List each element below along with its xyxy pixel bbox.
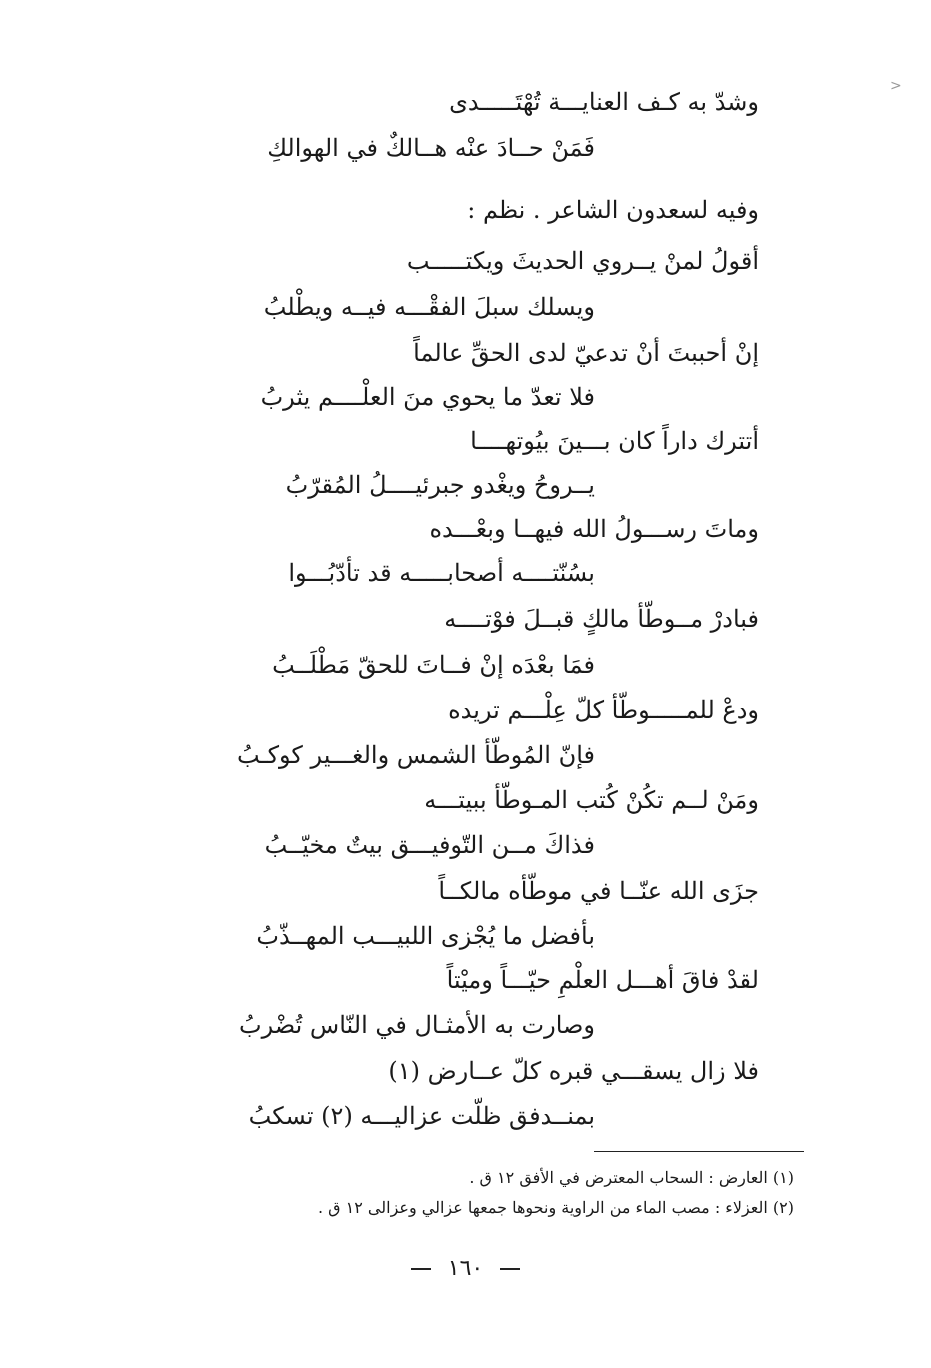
page-number [0, 1254, 931, 1284]
verse-line-first-hemistich: أتترك داراً كان بـــينَ بيُوتهــــا [470, 427, 759, 455]
footnote-1: (١) العارض : السحاب المعترض في الأفق ١٢ ق . [469, 1168, 794, 1187]
page-number-dash-right [500, 1268, 520, 1270]
verse-line-first-hemistich: جزَى الله عنّــا في موطّأه مالكــاً [438, 877, 759, 905]
verse-line-second-hemistich: بمنــدفق ظلّت عزاليـــه (٢) تسكبُ [248, 1102, 595, 1130]
corner-mark: > [890, 78, 902, 94]
verse-line-first-hemistich: أقولُ لمنْ يــروي الحديثَ ويكتـــــب [406, 247, 759, 275]
verse-line-second-hemistich: يــروحُ ويغْدو جبرئيــــلُ المُقرّبُ [285, 471, 595, 499]
footnote-2: (٢) العزلاء : مصب الماء من الراوية ونحوها جمعها عزالي وعزالى ١٢ ق . [317, 1198, 794, 1217]
verse-line-first-hemistich: وشدّ به كـف العنايـــة تُهْتَـــــدى [449, 88, 759, 116]
verse-line-second-hemistich: فَمَنْ حــادَ عنْه هــالكٌ في الهوالكِ [267, 134, 595, 162]
verse-line-first-hemistich: وفيه لسعدون الشاعر . نظم : [467, 196, 759, 224]
verse-line-first-hemistich: وماتَ رســـولُ الله فيهــا وبعْـــده [429, 515, 759, 543]
verse-line-second-hemistich: ويسلك سبلَ الفقْـــه فيــه ويطْلبُ [263, 293, 595, 321]
page-number-dash-left [411, 1268, 431, 1270]
verse-line-first-hemistich: ومَنْ لــم تكُنْ كُتب المـوطّأ ببيتـــه [424, 786, 759, 814]
footnote-rule [594, 1151, 804, 1152]
verse-line-first-hemistich: ودعْ للمـــــوطّأ كلّ عِلْـــم تريده [448, 696, 759, 724]
page-number-text: ١٦٠ [447, 1256, 484, 1281]
verse-line-second-hemistich: فإنّ المُوطّأ الشمس والغـــير كوكـبُ [236, 741, 595, 769]
verse-line-first-hemistich: فلا زال يسقـــي قبره كلّ عــارض (١) [388, 1057, 759, 1085]
verse-line-second-hemistich: بسُنّتــــه أصحابـــــه قد تأدّبُـــوا [288, 559, 595, 587]
verse-line-second-hemistich: بأفضل ما يُجْزى اللبيـــب المهــذّبُ [256, 922, 595, 950]
verse-line-second-hemistich: وصارت به الأمثـال في النّاس تُضْربُ [238, 1011, 595, 1039]
verse-line-second-hemistich: فذاكَ مــن التّوفيـــق بيتٌ مخيّــبُ [264, 831, 595, 859]
verse-line-second-hemistich: فمَا بعْدَه إنْ فــاتَ للحقّ مَطْلَــبُ [272, 651, 595, 679]
verse-line-first-hemistich: لقدْ فاقَ أهـــل العلْمِ حيّـــاً وميْتاً [446, 966, 759, 994]
verse-line-second-hemistich: فلا تعدّ ما يحوي منَ العلْــــم يثربُ [260, 383, 595, 411]
verse-line-first-hemistich: إنْ أحببتَ أنْ تدعيّ لدى الحقِّ عالماً [413, 339, 759, 367]
verse-line-first-hemistich: فبادرْ مــوطّأ مالكٍ قبــلَ فوْتــــه [444, 605, 759, 633]
